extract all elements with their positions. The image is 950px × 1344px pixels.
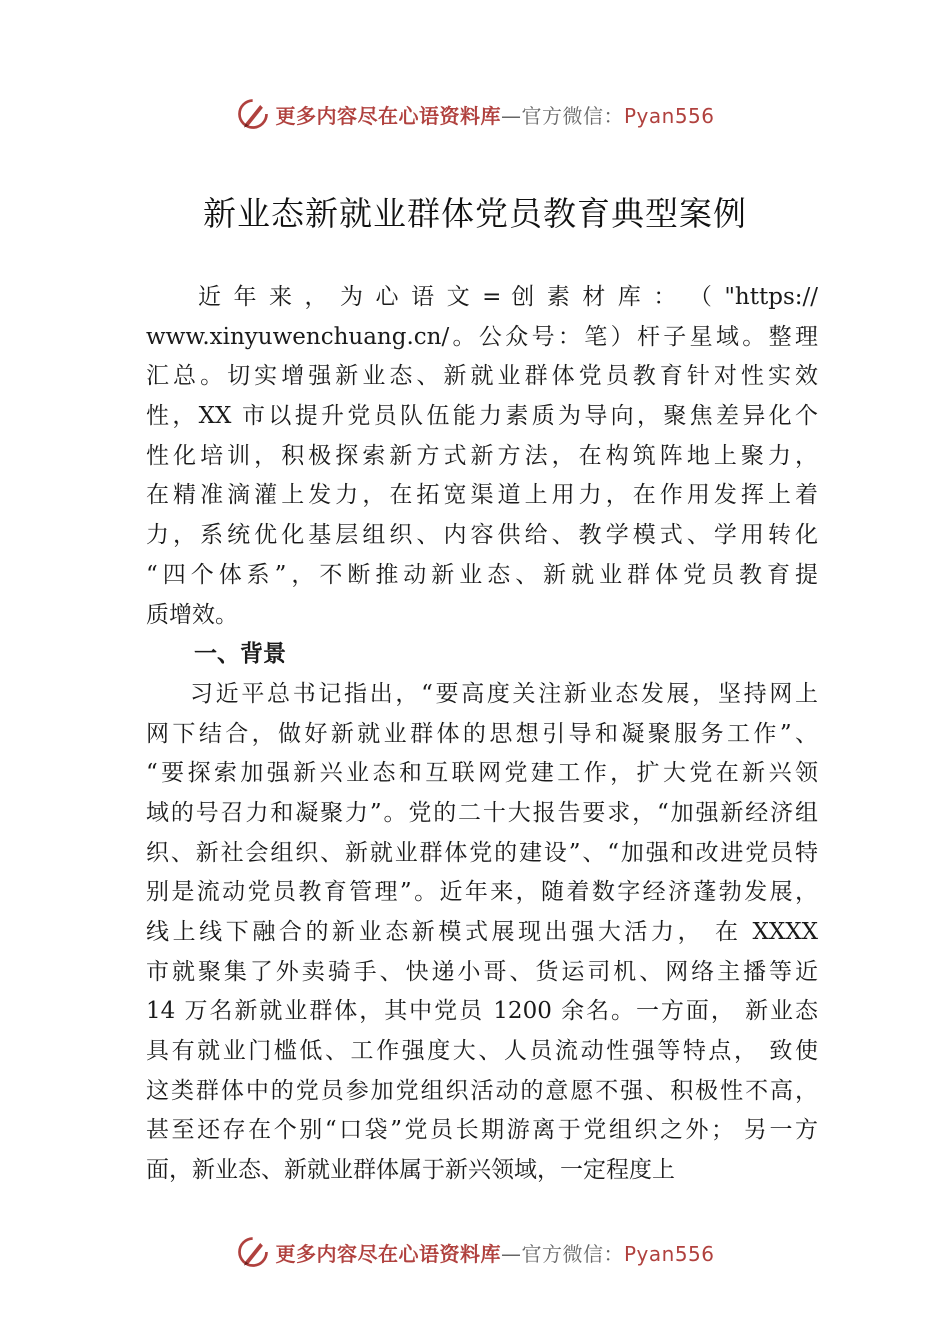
pen-nib-logo-icon	[235, 1234, 271, 1270]
banner-main-text: 更多内容尽在心语资料库	[275, 1241, 501, 1266]
body-line: 具有就业门槛低、工作强度大、人员流动性强等特点， 致使	[146, 1038, 818, 1065]
body-line: 这类群体中的党员参加党组织活动的意愿不强、积极性不高，	[146, 1077, 818, 1104]
body-line: 线上线下融合的新业态新模式展现出强大活力， 在 XXXX	[146, 919, 818, 945]
body-line: 网下结合，做好新就业群体的思想引导和凝聚服务工作”、	[146, 720, 818, 747]
document-body	[146, 278, 818, 1191]
footer-banner	[0, 1232, 950, 1272]
banner-official-label: —官方微信：	[500, 1241, 624, 1266]
body-line: 性化培训，积极探索新方式新方法，在构筑阵地上聚力，	[146, 442, 818, 469]
banner-main-text: 更多内容尽在心语资料库	[275, 103, 501, 128]
body-line: 别是流动党员教育管理”。近年来，随着数字经济蓬勃发展，	[146, 879, 818, 906]
body-line: 力，系统优化基层组织、内容供给、教学模式、学用转化	[146, 522, 818, 549]
body-line: 域的号召力和凝聚力”。党的二十大报告要求，“加强新经济组	[146, 799, 818, 826]
banner-wechat-id: Pyan556	[623, 1241, 715, 1266]
body-line: www.xinyuwenchuang.cn/。公众号：笔）杆子星域。整理	[146, 323, 818, 350]
banner-text	[275, 100, 714, 129]
body-line: 甚至还存在个别“口袋”党员长期游离于党组织之外； 另一方	[146, 1117, 818, 1144]
body-line: 在精准滴灌上发力，在拓宽渠道上用力，在作用发挥上着	[146, 482, 818, 509]
pen-nib-logo-icon	[235, 96, 271, 132]
body-line: 14 万名新就业群体，其中党员 1200 余名。一方面， 新业态	[146, 998, 818, 1025]
banner-text	[275, 1238, 714, 1267]
body-line: 面，新业态、新就业群体属于新兴领域，一定程度上	[146, 1157, 675, 1184]
banner-official-label: —官方微信：	[500, 103, 624, 128]
body-line: 性，XX 市以提升党员队伍能力素质为导向，聚焦差异化个	[146, 403, 818, 430]
body-line: “四个体系”，不断推动新业态、新就业群体党员教育提	[146, 561, 818, 588]
header-banner	[0, 94, 950, 134]
banner-wechat-id: Pyan556	[623, 103, 715, 128]
body-line: 织、新社会组织、新就业群体党的建设”、“加强和改进党员特	[146, 839, 818, 866]
section-heading: 一、背景	[194, 641, 286, 668]
body-line: 汇总。切实增强新业态、新就业群体党员教育针对性实效	[146, 363, 818, 390]
body-line: 市就聚集了外卖骑手、快递小哥、货运司机、网络主播等近	[146, 958, 818, 985]
document-title: 新业态新就业群体党员教育典型案例	[203, 194, 747, 233]
body-line: “要探索加强新兴业态和互联网党建工作，扩大党在新兴领	[146, 760, 818, 787]
body-line: 近 年 来 ， 为 心 语 文 = 创 素 材 库 ： （ "https://	[198, 284, 818, 310]
body-line: 习近平总书记指出，“要高度关注新业态发展，坚持网上	[190, 680, 818, 707]
body-line: 质增效。	[146, 601, 238, 628]
